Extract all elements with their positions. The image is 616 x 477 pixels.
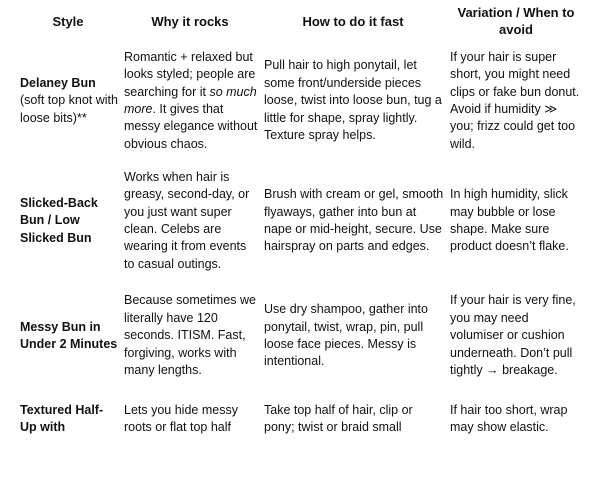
- variation-cell: If your hair is very fine, you may need volumiser or cushion underneath. Don’t pull tightly → breakage.: [450, 293, 576, 378]
- table-row: [16, 164, 586, 278]
- header-style: Style: [52, 13, 84, 29]
- how-cell: Pull hair to high ponytail, let some front/underside pieces loose, twist into loose bun, tug a little for shape, spray lightly. Texture spray helps.: [264, 58, 442, 143]
- hairstyle-table: [16, 4, 586, 454]
- how-cell: Take top half of hair, clip or pony; twist or braid small: [264, 403, 413, 435]
- table-row: [16, 278, 586, 394]
- table-row: [16, 38, 586, 164]
- variation-cell: If hair too short, wrap may show elastic.: [450, 403, 568, 435]
- why-cell: Lets you hide messy roots or flat top half: [124, 403, 238, 435]
- style-cell: Textured Half-Up with: [20, 403, 104, 435]
- style-subtitle: (soft top knot with loose bits)**: [20, 93, 118, 125]
- style-cell: Slicked-Back Bun / Low Slicked Bun: [20, 195, 98, 245]
- why-emphasis: so much more: [124, 84, 257, 116]
- how-cell: Use dry shampoo, gather into ponytail, twist, wrap, pin, pull loose face pieces. Messy is intentional.: [264, 302, 428, 369]
- header-why: Why it rocks: [151, 13, 229, 29]
- header-variation: Variation / When to avoid: [457, 5, 575, 37]
- why-cell: Works when hair is greasy, second-day, or you just want super clean. Celebs are wearing it from events to casual outings.: [124, 169, 250, 271]
- why-cell: Because sometimes we literally have 120 seconds. ITISM. Fast, forgiving, works with many lengths.: [124, 293, 257, 378]
- why-text-end: . It gives that messy elegance without obvious chaos.: [124, 102, 258, 151]
- style-title: Delaney Bun: [20, 75, 96, 90]
- how-cell: Brush with cream or gel, smooth flyaways, gather into bun at nape or mid-height, secure. Use hairspray on parts and edges.: [264, 187, 444, 254]
- variation-cell: In high humidity, slick may bubble or lose shape. Make sure product doesn’t flake.: [450, 187, 569, 254]
- header-how: How to do it fast: [302, 13, 404, 29]
- variation-cell: If your hair is super short, you might need clips or fake bun donut. Avoid if humidity ≫ you; frizz could get too wild.: [450, 49, 580, 151]
- style-cell: Messy Bun in Under 2 Minutes: [20, 319, 118, 351]
- why-cell: [120, 38, 260, 164]
- table-header-row: [16, 4, 586, 38]
- table-row: [16, 394, 586, 454]
- why-text: Romantic + relaxed but looks styled; people are searching for it: [124, 49, 256, 99]
- style-cell: [16, 38, 120, 164]
